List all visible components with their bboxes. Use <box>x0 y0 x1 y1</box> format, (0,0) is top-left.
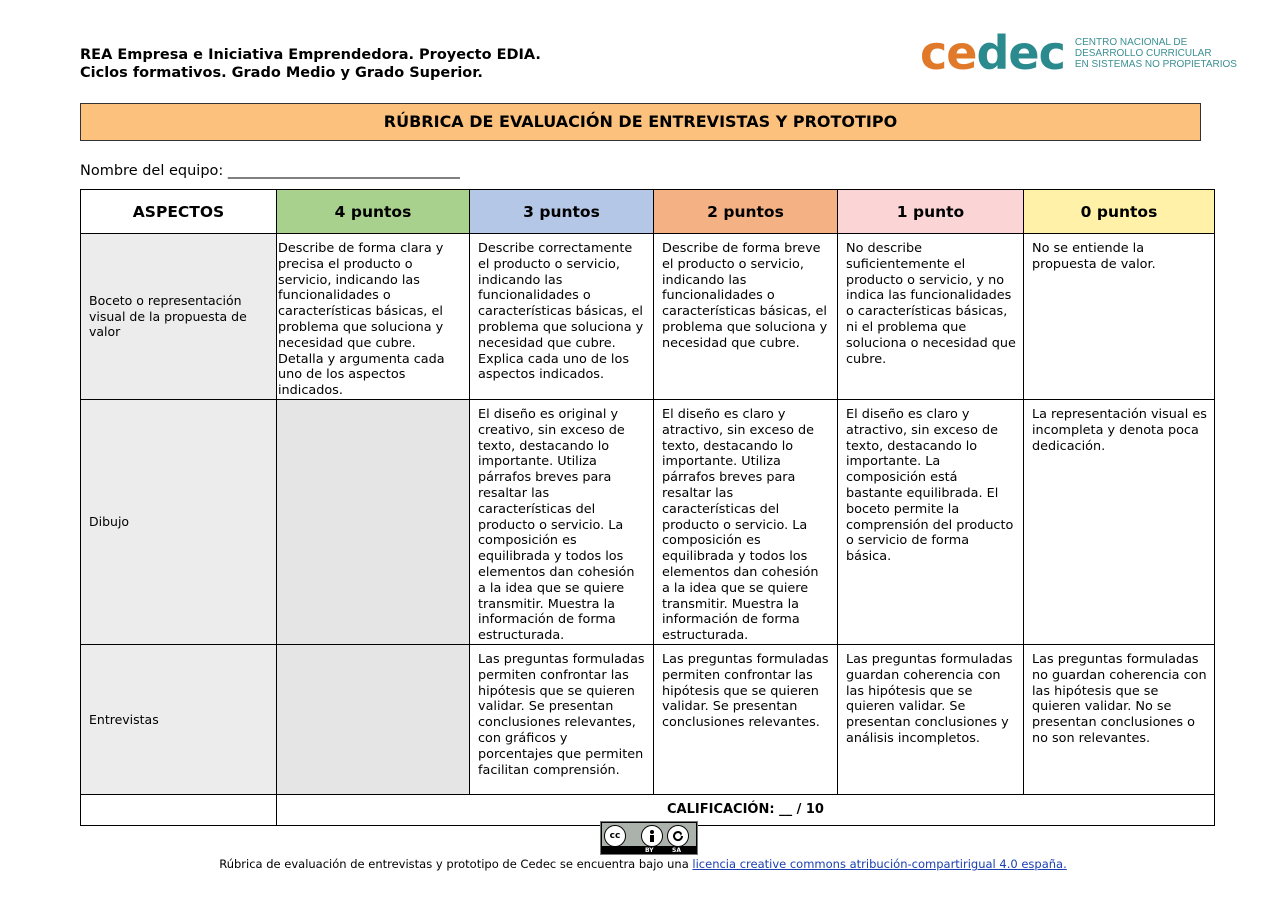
cedec-logo-subtitle: CENTRO NACIONAL DE DESARROLLO CURRICULAR EN SISTEMAS NO PROPIETARIOS <box>1074 36 1237 70</box>
aspect-cell: Boceto o representación visual de la propuesta de valor <box>81 234 277 400</box>
col-header-2-puntos: 2 puntos <box>654 190 838 234</box>
criteria-cell: No se entiende la propuesta de valor. <box>1024 234 1215 400</box>
cc-by-label: BY <box>645 847 654 854</box>
criteria-cell: Las preguntas formuladas no guardan coherencia con las hipótesis que se quieren validar. No se presentan conclusiones o no son relevantes. <box>1024 644 1215 794</box>
col-header-0-puntos: 0 puntos <box>1024 190 1215 234</box>
header-line-2: Ciclos formativos. Grado Medio y Grado Superior. <box>80 65 483 81</box>
cc-license-badge[interactable] <box>600 821 698 855</box>
cc-sa-label: SA <box>672 847 681 854</box>
cc-icon: cc <box>604 825 626 847</box>
criteria-cell: El diseño es original y creativo, sin exceso de texto, destacando lo importante. Utiliza párrafos breves para resaltar las características del producto o servicio. La composición es equilibrada y todos los elementos dan cohesión a la idea que se quiere transmitir. Muestra la información de forma estructurada. <box>470 399 654 644</box>
aspect-cell: Entrevistas <box>81 644 277 794</box>
criteria-cell: Las preguntas formuladas permiten confrontar las hipótesis que se quieren validar. Se presentan conclusiones relevantes. <box>654 644 838 794</box>
header-line-1: REA Empresa e Iniciativa Emprendedora. Proyecto EDIA. <box>80 47 541 63</box>
col-header-aspectos: ASPECTOS <box>81 190 277 234</box>
team-name-field[interactable]: Nombre del equipo: ________________________________ <box>80 163 460 179</box>
attribution-icon <box>641 825 663 847</box>
table-row <box>81 644 1215 794</box>
header-row <box>81 190 1215 234</box>
score-empty-cell <box>81 794 277 825</box>
empty-criteria-cell <box>277 399 470 644</box>
license-footer <box>0 857 1286 871</box>
col-header-1-punto: 1 punto <box>838 190 1024 234</box>
criteria-cell: El diseño es claro y atractivo, sin exceso de texto, destacando lo importante. Utiliza párrafos breves para resaltar las características del producto o servicio. La composición es equilibrada y todos los elementos dan cohesión a la idea que se quiere transmitir. Muestra la información de forma estructurada. <box>654 399 838 644</box>
table-row <box>81 399 1215 644</box>
aspect-cell: Dibujo <box>81 399 277 644</box>
col-header-4-puntos: 4 puntos <box>277 190 470 234</box>
criteria-cell: No describe suficientemente el producto o servicio, y no indica las funcionalidades o características básicas, ni el problema que soluciona o necesidad que cubre. <box>838 234 1024 400</box>
share-alike-icon <box>667 825 689 847</box>
document-header <box>80 46 541 82</box>
rubric-table <box>80 189 1215 826</box>
cedec-logo-word: cedec <box>920 26 1065 80</box>
license-text: Rúbrica de evaluación de entrevistas y prototipo de Cedec se encuentra bajo una <box>219 857 693 871</box>
empty-criteria-cell <box>277 644 470 794</box>
score-label[interactable]: CALIFICACIÓN: __ / 10 <box>277 794 1215 825</box>
criteria-cell: El diseño es claro y atractivo, sin exceso de texto, destacando lo importante. La composición está bastante equilibrada. El boceto permite la comprensión del producto o servicio de forma básica. <box>838 399 1024 644</box>
criteria-cell: La representación visual es incompleta y denota poca dedicación. <box>1024 399 1215 644</box>
criteria-cell: Las preguntas formuladas guardan coherencia con las hipótesis que se quieren validar. Se presentan conclusiones y análisis incompletos. <box>838 644 1024 794</box>
criteria-cell: Las preguntas formuladas permiten confrontar las hipótesis que se quieren validar. Se presentan conclusiones relevantes, con gráficos y porcentajes que permiten facilitan comprensión. <box>470 644 654 794</box>
cedec-logo <box>920 26 1237 80</box>
rubric-title: RÚBRICA DE EVALUACIÓN DE ENTREVISTAS Y PROTOTIPO <box>80 103 1201 141</box>
license-link[interactable]: licencia creative commons atribución-compartirigual 4.0 españa. <box>692 857 1067 871</box>
criteria-cell: Describe de forma clara y precisa el producto o servicio, indicando las funcionalidades o características básicas, el problema que soluciona y necesidad que cubre. Detalla y argumenta cada uno de los aspectos indicados. <box>277 234 470 400</box>
criteria-cell: Describe correctamente el producto o servicio, indicando las funcionalidades o características básicas, el problema que soluciona y necesidad que cubre. Explica cada uno de los aspectos indicados. <box>470 234 654 400</box>
table-row <box>81 234 1215 400</box>
col-header-3-puntos: 3 puntos <box>470 190 654 234</box>
criteria-cell: Describe de forma breve el producto o servicio, indicando las funcionalidades o características básicas, el problema que soluciona y necesidad que cubre. <box>654 234 838 400</box>
